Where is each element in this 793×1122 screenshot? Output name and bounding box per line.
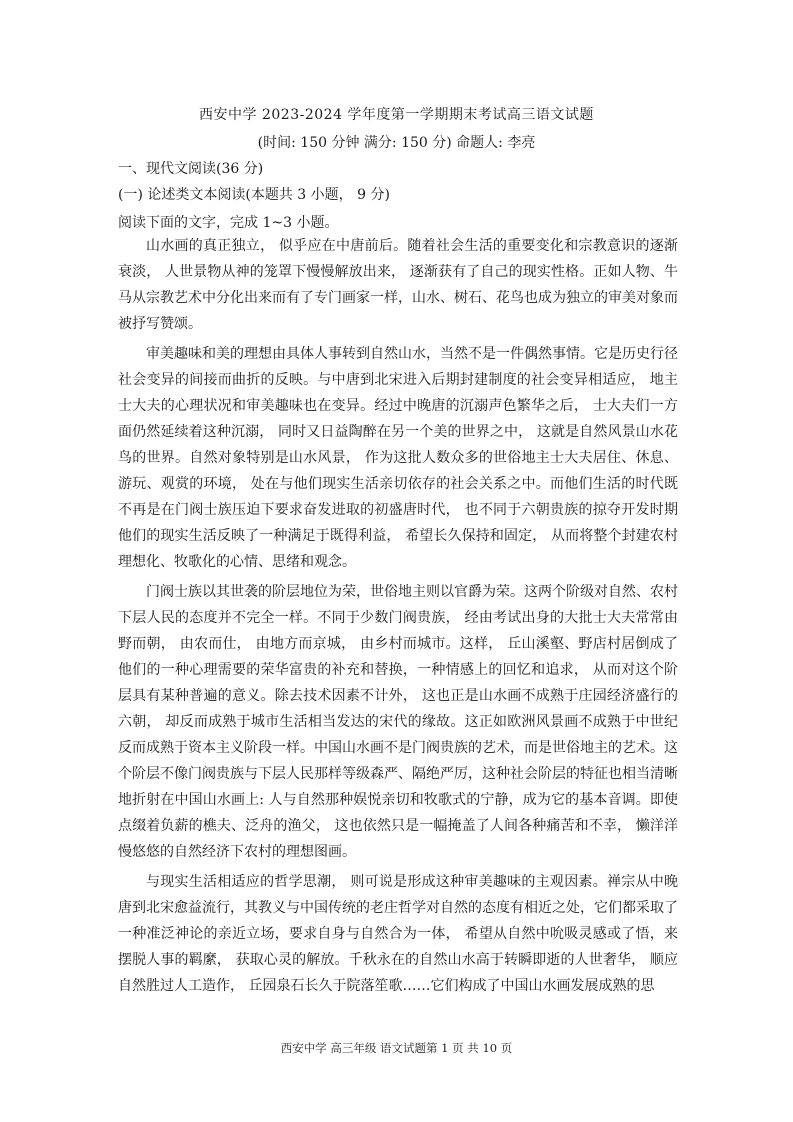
section-heading: 一、现代文阅读(36 分): [118, 161, 264, 177]
passage-body: [118, 233, 678, 1003]
exam-subtitle: (时间: 150 分钟 满分: 150 分) 命题人: 李亮: [257, 135, 536, 151]
passage-paragraph-2: 审美趣味和美的理想由具体人事转到自然山水，当然不是一件偶然事情。它是历史行径社会变异的间接而曲折的反映。与中唐到北宋进入后期封建制度的社会变异相适应， 地主士大夫的心理状况和审美趣味也在变异。经过中晚唐的沉溺声色繁华之后， 士大夫们一方面仍然延续着这种沉溺， 同时又日益陶醉在另一个美的世界之中， 这就是自然风景山水花鸟的世界。自然对象特别是山水风景， 作为这批人数众多的世俗地主士大夫居住、休息、游玩、观赏的环境， 处在与他们现实生活亲切依存的社会关系之中。而他们生活的时代既不再是在门阀士族压迫下要求奋发进取的初盛唐时代， 也不同于六朝贵族的掠夺开发时期他们的现实生活反映了一种满足于既得利益， 希望长久保持和固定， 从而将整个封建农村理想化、牧歌化的心情、思绪和观念。: [118, 346, 678, 570]
passage-paragraph-1: 山水画的真正独立， 似乎应在中唐前后。随着社会生活的重要变化和宗教意识的逐渐衰淡， 人世景物从神的笼罩下慢慢解放出来， 逐渐获有了自己的现实性格。正如人物、牛马从宗教艺术中分化出来而有了专门画家一样，山水、树石、花鸟也成为独立的审美对象而被抒写赞颂。: [118, 238, 678, 332]
reading-instruction: 阅读下面的文字，完成 1~3 小题。: [118, 215, 339, 231]
section-subheading: (一) 论述类文本阅读(本题共 3 小题， 9 分): [118, 187, 390, 203]
page-footer: 西安中学 高三年级 语文试题第 1 页 共 10 页: [280, 1041, 513, 1055]
passage-paragraph-3: 门阀士族以其世袭的阶层地位为荣，世俗地主则以官爵为荣。这两个阶级对自然、农村下层人民的态度并不完全一样。不同于少数门阀贵族， 经由考试出身的大批士大夫常常由野而朝， 由农而仕， 由地方而京城， 由乡村而城市。这样， 丘山溪壑、野店村居倒成了他们的一种心理需要的荣华富贵的补充和替换，一种情感上的回忆和追求， 从而对这个阶层具有某种普遍的意义。除去技术因素不计外， 这也正是山水画不成熟于庄园经济盛行的六朝， 却反而成熟于城市生活相当发达的宋代的缘故。这正如欧洲风景画不成熟于中世纪反而成熟于资本主义阶段一样。中国山水画不是门阀贵族的艺术，而是世俗地主的艺术。这个阶层不像门阀贵族与下层人民那样等级森严、隔绝严厉，这种社会阶层的特征也相当清晰地折射在中国山水画上: 人与自然那种娱悦亲切和牧歌式的宁静，成为它的基本音调。即使点缀着负薪的樵夫、泛舟的渔父， 这也依然只是一幅掩盖了人间各种痛苦和不幸， 懒洋洋慢悠悠的自然经济下农村的理想图画。: [118, 584, 678, 860]
exam-title: 西安中学 2023-2024 学年度第一学期期末考试高三语文试题: [199, 107, 594, 123]
passage-paragraph-4: 与现实生活相适应的哲学思潮， 则可说是形成这种审美趣味的主观因素。禅宗从中晚唐到北宋愈益流行，其教义与中国传统的老庄哲学对自然的态度有相近之处，它们都采取了一种准泛神论的亲近立场，要求自身与自然合为一体， 希望从自然中吮吸灵感或了悟，来摆脱人事的羁縻， 获取心灵的解放。千秋永在的自然山水高于转瞬即逝的人世奢华， 顺应自然胜过人工造作， 丘园泉石长久于院落笙歌……它们构成了中国山水画发展成熟的思: [118, 874, 678, 994]
